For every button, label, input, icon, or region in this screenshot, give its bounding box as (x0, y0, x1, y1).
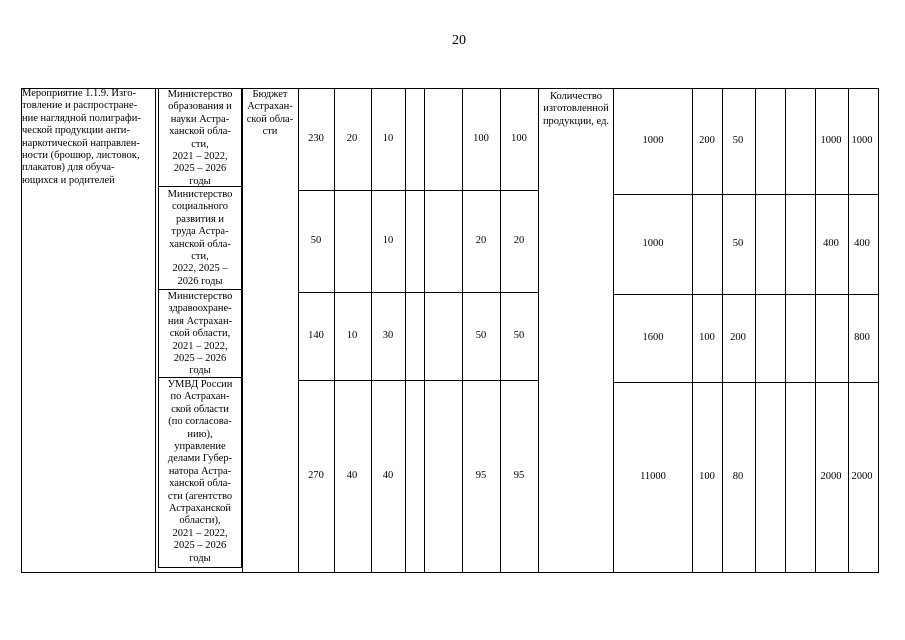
quantity-value: 1000 (851, 135, 873, 146)
column-border (613, 88, 614, 572)
indicator-name-line: изготовленной (543, 103, 609, 115)
executor-line: ханской обла- (169, 478, 231, 490)
row-border (613, 194, 878, 195)
cost-value: 140 (308, 330, 324, 341)
executor-line: науки Астра- (170, 113, 230, 125)
funding-source (242, 89, 298, 139)
column-border (424, 88, 425, 572)
event-description (22, 88, 153, 187)
indicator-name-line: продукции, ед. (542, 115, 610, 127)
funding-source-line: Астрахан- (247, 101, 293, 113)
indicator-name (538, 91, 614, 128)
executor-line: ской области, (169, 328, 231, 340)
executor-line: ханской обла- (169, 126, 231, 138)
row-border (298, 190, 538, 191)
executor-line: управление (174, 441, 226, 453)
column-border (878, 88, 879, 572)
executor-border (158, 567, 242, 568)
quantity-value: 200 (730, 332, 746, 343)
executor-line: ханской обла- (169, 238, 231, 250)
column-border (722, 88, 723, 572)
quantity-value: 400 (823, 238, 839, 249)
cost-value: 100 (473, 133, 489, 144)
executor-line: натора Астра- (168, 465, 232, 477)
executor-line: развития и (176, 213, 224, 225)
cost-value: 20 (475, 235, 487, 246)
row-border (298, 292, 538, 293)
executor-line: УМВД России (167, 379, 233, 390)
row-border (613, 382, 878, 383)
quantity-value: 1000 (820, 135, 842, 146)
executor-line: труда Астра- (171, 226, 229, 238)
executor-line: Министерство (167, 189, 233, 200)
executor-line: 2021 – 2022, (172, 151, 228, 163)
event-description-line: ние наглядной полиграфи- (22, 112, 141, 124)
quantity-value: 80 (732, 471, 744, 482)
event-description-line: ности (брошюр, листовок, (22, 150, 140, 162)
column-border (785, 88, 786, 572)
cost-value: 50 (475, 330, 487, 341)
column-border (755, 88, 756, 572)
executor-line: годы (189, 552, 211, 564)
event-description-line: наркотической направлен- (22, 137, 140, 149)
executor-line: по Астрахан- (170, 391, 230, 403)
cost-value: 40 (346, 470, 358, 481)
row-border (298, 380, 538, 381)
executor-line: Астраханской (168, 503, 232, 515)
quantity-value: 800 (854, 332, 870, 343)
event-description-line: ческой продукции анти- (22, 125, 130, 137)
funding-source-line: сти (262, 126, 278, 138)
executor-cell (158, 189, 242, 288)
column-border (242, 88, 243, 572)
executor-line: нию), (187, 428, 213, 440)
executor-line: области), (179, 515, 221, 527)
cost-value: 270 (308, 470, 324, 481)
executor-line: здравоохране- (168, 303, 232, 315)
executor-line: сти, (191, 138, 209, 150)
cost-value: 95 (475, 470, 487, 481)
executor-line: 2022, 2025 – (172, 263, 228, 275)
quantity-value: 1000 (642, 238, 664, 249)
quantity-value: 1000 (642, 135, 664, 146)
cost-value: 30 (382, 330, 394, 341)
executor-line: 2025 – 2026 (173, 163, 227, 175)
executor-line: годы (189, 365, 211, 377)
quantity-value: 200 (699, 135, 715, 146)
cost-value: 20 (513, 235, 525, 246)
cost-value: 10 (382, 133, 394, 144)
executor-line: годы (189, 175, 211, 187)
executor-cell (158, 379, 242, 565)
cost-value: 95 (513, 470, 525, 481)
column-border (848, 88, 849, 572)
executor-line: социального (171, 201, 229, 213)
table-bottom-border (21, 572, 879, 573)
quantity-value: 1600 (642, 332, 664, 343)
executor-row-border (158, 289, 242, 290)
quantity-value: 2000 (820, 471, 842, 482)
indicator-name-line: Количество (549, 91, 603, 102)
executor-line: сти (агентство (167, 490, 233, 502)
page-number: 20 (452, 33, 466, 48)
executor-line: образования и (168, 101, 232, 113)
cost-value: 50 (513, 330, 525, 341)
cost-value: 20 (346, 133, 358, 144)
cost-value: 10 (382, 235, 394, 246)
executor-line: 2026 годы (177, 275, 223, 287)
cost-value: 40 (382, 470, 394, 481)
executor-line: (по согласова- (168, 416, 232, 428)
cost-value: 230 (308, 133, 324, 144)
event-description-line: плакатов) для обуча- (22, 162, 115, 174)
cost-value: 10 (346, 330, 358, 341)
event-description-line: товление и распростране- (22, 100, 138, 112)
executor-line: ния Астрахан- (167, 315, 233, 327)
column-border (155, 88, 156, 572)
quantity-value: 2000 (851, 471, 873, 482)
executor-line: Министерство (167, 89, 233, 100)
executor-line: 2021 – 2022, (172, 340, 228, 352)
executor-cell (158, 89, 242, 188)
event-description-line: ющихся и родителей (22, 174, 115, 186)
column-border (692, 88, 693, 572)
executor-cell (158, 291, 242, 378)
executor-line: сти, (191, 251, 209, 263)
funding-source-line: Бюджет (252, 89, 288, 100)
funding-source-line: ской обла- (246, 113, 294, 125)
cost-value: 100 (511, 133, 527, 144)
row-border (613, 294, 878, 295)
column-border (815, 88, 816, 572)
event-description-line: Мероприятие 1.1.9. Изго- (22, 88, 136, 99)
quantity-value: 50 (732, 238, 744, 249)
quantity-value: 100 (699, 471, 715, 482)
executor-line: 2025 – 2026 (173, 353, 227, 365)
executor-line: 2025 – 2026 (173, 540, 227, 552)
quantity-value: 100 (699, 332, 715, 343)
executor-line: Министерство (167, 291, 233, 302)
quantity-value: 400 (854, 238, 870, 249)
executor-line: делами Губер- (167, 453, 233, 465)
executor-line: ской области (171, 403, 229, 415)
executor-line: 2021 – 2022, (172, 527, 228, 539)
cost-value: 50 (310, 235, 322, 246)
quantity-value: 50 (732, 135, 744, 146)
quantity-value: 11000 (640, 471, 666, 482)
